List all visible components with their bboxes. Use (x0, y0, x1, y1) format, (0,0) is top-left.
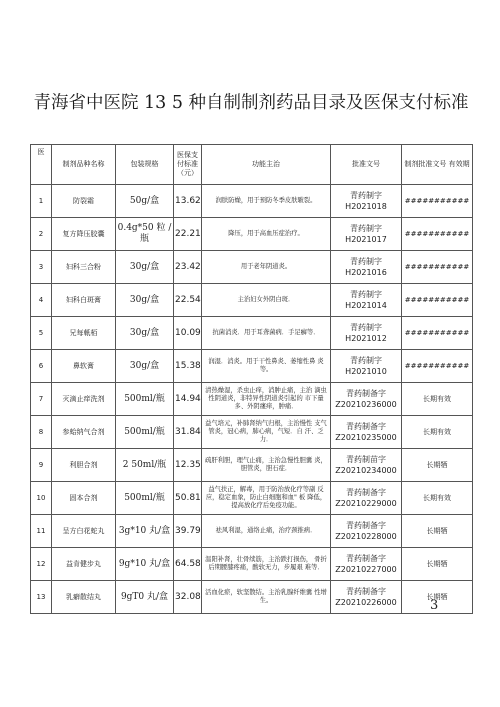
cell-validity: ########### (402, 317, 473, 350)
table-row (31, 482, 473, 515)
cell-name: 鼻软膏 (52, 350, 116, 383)
cell-name: 乳癖散结丸 (52, 581, 116, 614)
table-row (31, 449, 473, 482)
header-no: 医 (31, 145, 52, 185)
cell-name: 呈方白花蛇丸 (52, 515, 116, 548)
page-title: 青海省中医院 13 5 种自制制剂药品目录及医保支付标准 (33, 93, 469, 113)
cell-approval: 青药制备字 Z20210226000 (331, 581, 402, 614)
cell-approval: 青药制备字 Z20210228000 (331, 515, 402, 548)
cell-name: 复方降压胶囊 (52, 218, 116, 251)
cell-approval: 青药制备字 Z20210235000 (331, 416, 402, 449)
table-header-row (31, 145, 473, 185)
header-spec: 包装规格 (116, 145, 174, 185)
table-row (31, 317, 473, 350)
header-name: 制剂品种名称 (52, 145, 116, 185)
cell-no: 1 (31, 185, 52, 218)
table-row (31, 515, 473, 548)
cell-name: 防裂霜 (52, 185, 116, 218)
cell-validity: 长期牺 (402, 449, 473, 482)
cell-no: 9 (31, 449, 52, 482)
cell-approval: 青药制备字 Z20210227000 (331, 548, 402, 581)
cell-name: 固本合剂 (52, 482, 116, 515)
cell-approval: 青药制苗字 Z20210234000 (331, 449, 402, 482)
cell-function: 用于老年阴道炎。 (202, 251, 331, 284)
cell-spec: 50g/盒 (116, 185, 174, 218)
cell-function: 润肤防燥，用于预防冬季皮肤皲裂。 (202, 185, 331, 218)
cell-approval: 青药制字 H2021016 (331, 251, 402, 284)
cell-spec: 30g/盒 (116, 350, 174, 383)
cell-no: 3 (31, 251, 52, 284)
cell-validity: ########### (402, 284, 473, 317)
cell-name: 参蛤纳气合剂 (52, 416, 116, 449)
cell-spec: 0.4g*50 粒 /瓶 (116, 218, 174, 251)
cell-function: 活血化瘀，软坚散结。主治乳腺纤维囊 性增生。 (202, 581, 331, 614)
table-row (31, 284, 473, 317)
cell-validity: 长期有效 (402, 482, 473, 515)
cell-no: 13 (31, 581, 52, 614)
cell-price: 39.79 (174, 515, 202, 548)
cell-function: 主治妇女外阴白斑． (202, 284, 331, 317)
table-body (31, 185, 473, 614)
cell-validity: ########### (402, 350, 473, 383)
table-row (31, 185, 473, 218)
cell-price: 23.42 (174, 251, 202, 284)
cell-validity: 长期牺 (402, 515, 473, 548)
cell-spec: 500ml/瓶 (116, 482, 174, 515)
cell-price: 14.94 (174, 383, 202, 416)
cell-price: 22.21 (174, 218, 202, 251)
cell-name: 妇科三合粉 (52, 251, 116, 284)
cell-no: 6 (31, 350, 52, 383)
header-function: 功能主治 (202, 145, 331, 185)
cell-function: 抗菌消炎．用于耳聋菌病．手足癣等． (202, 317, 331, 350)
table-row (31, 251, 473, 284)
drug-catalog-table (30, 144, 473, 614)
cell-name: 灭滴止痒洗剂 (52, 383, 116, 416)
cell-price: 50.81 (174, 482, 202, 515)
table-row (31, 218, 473, 251)
cell-spec: 2 50ml/瓶 (116, 449, 174, 482)
cell-price: 10.09 (174, 317, 202, 350)
table-row (31, 548, 473, 581)
header-validity: 制剂批准文号 有效期 (402, 145, 473, 185)
cell-name: 利胆合剂 (52, 449, 116, 482)
page-number: 3 (430, 598, 439, 613)
cell-function: 疏肝利胆，理气止痛，主治急慢性胆囊 炎，胆管炎，胆石症． (202, 449, 331, 482)
table-row (31, 416, 473, 449)
cell-spec: 9gT0 丸/盒 (116, 581, 174, 614)
cell-spec: 30g/盒 (116, 317, 174, 350)
cell-price: 22.54 (174, 284, 202, 317)
cell-function: 清热燥湿，杀虫止痒，消肿止痛，主治 滴虫性阴道炎，非特异性阴道炎引起的 市下量多、外阴瘙痒，肿痛． (202, 383, 331, 416)
cell-spec: 500ml/瓶 (116, 416, 174, 449)
cell-function: 温阳补肾，壮骨续筋，主治跌打损伤， 骨折后期腰膝疼痛，酸软无力，步履艰 难等． (202, 548, 331, 581)
cell-name: 妇科白斑膏 (52, 284, 116, 317)
table-row (31, 581, 473, 614)
cell-validity: 长期牺 (402, 548, 473, 581)
cell-function: 祛风利湿，通络止痛，治疗颈推病． (202, 515, 331, 548)
cell-validity: ########### (402, 218, 473, 251)
cell-no: 10 (31, 482, 52, 515)
cell-approval: 青药制字 H2021018 (331, 185, 402, 218)
cell-function: 降压，用于高血压症治疗。 (202, 218, 331, 251)
cell-approval: 青药制字 H2021014 (331, 284, 402, 317)
cell-no: 11 (31, 515, 52, 548)
cell-no: 8 (31, 416, 52, 449)
cell-validity: ########### (402, 251, 473, 284)
cell-price: 12.35 (174, 449, 202, 482)
cell-approval: 青药制备字 Z20210236000 (331, 383, 402, 416)
cell-price: 32.08 (174, 581, 202, 614)
table-row (31, 383, 473, 416)
cell-function: 益气扶正，解毒，用于防治放化疗等副 反应，稳定血象，防止白细胞和血" 板 降低，提高放化疗后免疫功能。 (202, 482, 331, 515)
cell-no: 5 (31, 317, 52, 350)
cell-spec: 30g/盒 (116, 251, 174, 284)
cell-approval: 青药制字 H2021010 (331, 350, 402, 383)
cell-no: 12 (31, 548, 52, 581)
cell-no: 7 (31, 383, 52, 416)
cell-approval: 青药制备字 Z20210229000 (331, 482, 402, 515)
cell-price: 15.38 (174, 350, 202, 383)
cell-function: 润湿．消炎。用于干性鼻炎、萎缩性鼻 炎等。 (202, 350, 331, 383)
cell-price: 13.62 (174, 185, 202, 218)
cell-validity: ########### (402, 185, 473, 218)
cell-price: 31.84 (174, 416, 202, 449)
cell-spec: 3g*10 丸/盒 (116, 515, 174, 548)
cell-validity: 长期牺 (402, 581, 473, 614)
table-row (31, 350, 473, 383)
header-approval: 批准文号 (331, 145, 402, 185)
cell-spec: 500ml/瓶 (116, 383, 174, 416)
cell-no: 2 (31, 218, 52, 251)
cell-name: 益肯健步丸 (52, 548, 116, 581)
cell-approval: 青药制字 H2021017 (331, 218, 402, 251)
cell-no: 4 (31, 284, 52, 317)
cell-approval: 青药制字 H2021012 (331, 317, 402, 350)
cell-spec: 30g/盒 (116, 284, 174, 317)
header-price: 医保支付标准（元） (174, 145, 202, 185)
cell-validity: 长期有效 (402, 416, 473, 449)
cell-price: 64.58 (174, 548, 202, 581)
cell-function: 益气培元，补肺肾纳气归根，主治慢性 支气管炎，冠心病，肺心病，气短．自 汗、乏力． (202, 416, 331, 449)
cell-validity: 长期有效 (402, 383, 473, 416)
cell-spec: 9g*10 丸/盒 (116, 548, 174, 581)
cell-name: 兄每軝栢 (52, 317, 116, 350)
